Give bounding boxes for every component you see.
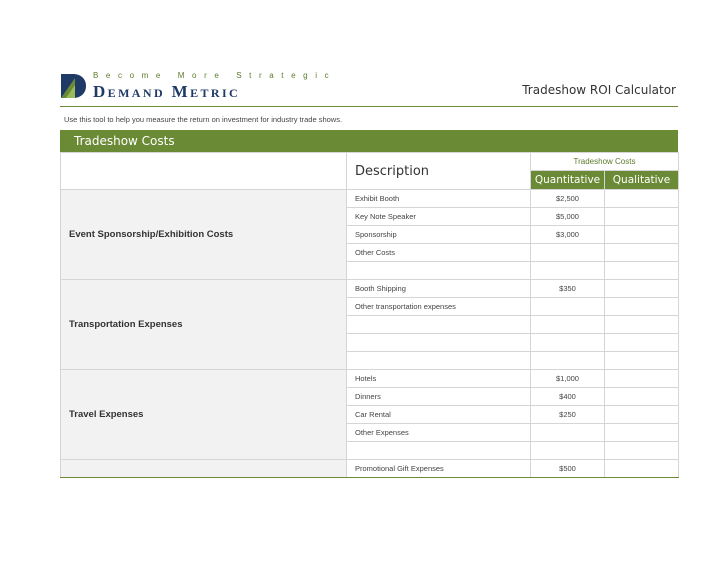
table-header-row xyxy=(61,153,679,171)
qualitative-cell[interactable] xyxy=(605,352,679,370)
quantitative-cell[interactable]: $400 xyxy=(531,388,605,406)
page-title: Tradeshow ROI Calculator xyxy=(522,83,676,97)
costs-table xyxy=(60,152,678,478)
quantitative-cell[interactable]: $500 xyxy=(531,460,605,478)
description-cell[interactable]: Dinners xyxy=(347,388,531,406)
quantitative-cell[interactable]: $3,000 xyxy=(531,226,605,244)
header-divider xyxy=(60,106,678,107)
quantitative-cell[interactable]: $250 xyxy=(531,406,605,424)
description-cell[interactable]: Hotels xyxy=(347,370,531,388)
quantitative-header: Quantitative xyxy=(531,171,605,190)
description-cell[interactable]: Other transportation expenses xyxy=(347,298,531,316)
section-title: Tradeshow Costs xyxy=(74,134,175,148)
qualitative-cell[interactable] xyxy=(605,316,679,334)
description-cell[interactable] xyxy=(347,352,531,370)
description-cell[interactable]: Key Note Speaker xyxy=(347,208,531,226)
description-cell[interactable] xyxy=(347,262,531,280)
description-cell[interactable]: Other Expenses xyxy=(347,424,531,442)
quantitative-cell[interactable] xyxy=(531,352,605,370)
description-cell[interactable]: Car Rental xyxy=(347,406,531,424)
quantitative-cell[interactable] xyxy=(531,334,605,352)
quantitative-cell[interactable]: $5,000 xyxy=(531,208,605,226)
qualitative-cell[interactable] xyxy=(605,262,679,280)
quantitative-cell[interactable] xyxy=(531,316,605,334)
description-cell[interactable]: Exhibit Booth xyxy=(347,190,531,208)
qualitative-cell[interactable] xyxy=(605,442,679,460)
section-header xyxy=(60,130,678,152)
description-header: Description xyxy=(347,153,531,190)
quantitative-cell[interactable] xyxy=(531,442,605,460)
quantitative-cell[interactable] xyxy=(531,262,605,280)
table-row xyxy=(61,460,679,478)
brand-tagline: Become More Strategic xyxy=(93,71,337,80)
qualitative-cell[interactable] xyxy=(605,298,679,316)
description-cell[interactable] xyxy=(347,442,531,460)
quantitative-cell[interactable]: $1,000 xyxy=(531,370,605,388)
quantitative-cell[interactable] xyxy=(531,298,605,316)
description-cell[interactable]: Promotional Gift Expenses xyxy=(347,460,531,478)
intro-text: Use this tool to help you measure the return on investment for industry trade shows. xyxy=(64,115,343,124)
qualitative-cell[interactable] xyxy=(605,370,679,388)
table-row xyxy=(61,280,679,298)
qualitative-cell[interactable] xyxy=(605,244,679,262)
quantitative-cell[interactable] xyxy=(531,244,605,262)
header-blank-cell xyxy=(61,153,347,190)
qualitative-cell[interactable] xyxy=(605,226,679,244)
qualitative-cell[interactable] xyxy=(605,424,679,442)
category-cell: Transportation Expenses xyxy=(61,280,347,370)
qualitative-cell[interactable] xyxy=(605,280,679,298)
qualitative-cell[interactable] xyxy=(605,334,679,352)
category-cell: Travel Expenses xyxy=(61,370,347,460)
table-row xyxy=(61,370,679,388)
table-row xyxy=(61,190,679,208)
category-cell xyxy=(61,460,347,478)
description-cell[interactable]: Other Costs xyxy=(347,244,531,262)
brand-logo xyxy=(60,69,337,109)
qualitative-cell[interactable] xyxy=(605,460,679,478)
description-cell[interactable] xyxy=(347,316,531,334)
qualitative-cell[interactable] xyxy=(605,190,679,208)
quantitative-cell[interactable]: $2,500 xyxy=(531,190,605,208)
qualitative-cell[interactable] xyxy=(605,208,679,226)
description-cell[interactable]: Sponsorship xyxy=(347,226,531,244)
quantitative-cell[interactable]: $350 xyxy=(531,280,605,298)
demand-metric-logo-mark-icon xyxy=(60,73,88,99)
qualitative-cell[interactable] xyxy=(605,406,679,424)
qualitative-cell[interactable] xyxy=(605,388,679,406)
description-cell[interactable] xyxy=(347,334,531,352)
qualitative-header: Qualitative xyxy=(605,171,679,190)
tradeshow-costs-group-header: Tradeshow Costs xyxy=(531,153,679,171)
brand-name: Demand Metric xyxy=(93,82,241,101)
category-cell: Event Sponsorship/Exhibition Costs xyxy=(61,190,347,280)
description-cell[interactable]: Booth Shipping xyxy=(347,280,531,298)
quantitative-cell[interactable] xyxy=(531,424,605,442)
